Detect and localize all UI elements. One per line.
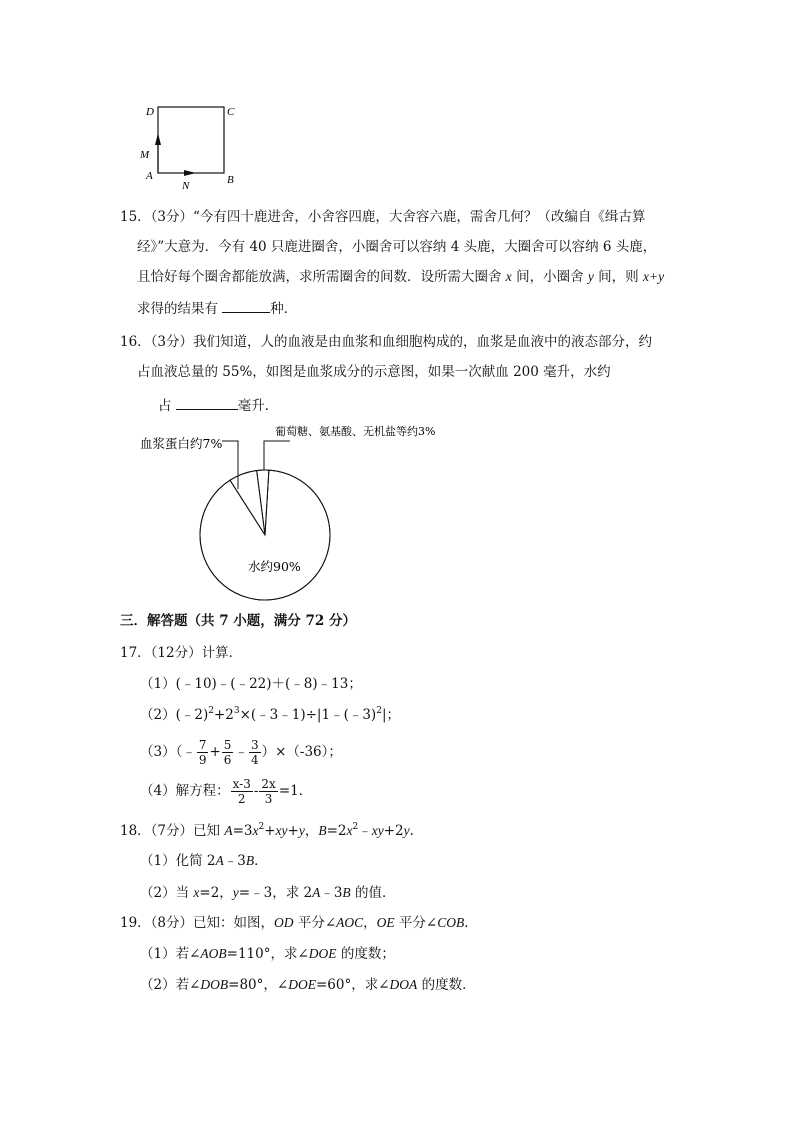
fraction-5-6: $\frac{5}{6}$: [223, 738, 232, 767]
q17-part3: （3）（﹣ $\frac{7}{9}$ + $\frac{5}{6}$ ﹣ $\frac{3}{4}$ ）×（-36）；: [140, 738, 342, 767]
label-n: N: [182, 180, 190, 192]
fraction-7-9: $\frac{7}{9}$: [198, 738, 207, 767]
arrow-right-icon: [184, 170, 196, 176]
label-d: D: [146, 106, 154, 118]
q17-part4: （4）解方程： $\frac{x-3}{2}$ - $\frac{2x}{3}$ =1．: [140, 777, 313, 806]
q17-part2: $(2)(﹣2)^2+2^3\times(﹣3﹣1)\div|1﹣(﹣3)^2|$；: [140, 706, 400, 723]
fraction-3-4: $\frac{3}{4}$: [250, 738, 259, 767]
answer-blank-15: [222, 298, 270, 313]
leader-line-glucose: [264, 441, 290, 470]
square-diagram: [130, 95, 250, 195]
arrow-up-icon: [155, 133, 161, 145]
pie-label-water: 水约90%: [248, 559, 301, 574]
section3-title: 三．解答题（共 7 小题，满分 72 分）: [120, 613, 356, 629]
q16-line1: 16．（3分）我们知道，人的血液是由血浆和血细胞构成的，血浆是血液中的液态部分，约: [120, 334, 653, 350]
fraction-x-3-over-2: $\frac{x-3}{2}$: [232, 777, 251, 806]
q19-part2: （2）若∠DOB=80°，∠DOE=60°，求∠DOA 的度数．: [140, 977, 476, 993]
q16-line3: 占 毫升．: [158, 395, 278, 415]
label-a: A: [146, 170, 153, 182]
q19-head: 19．（8分）已知：如图，OD 平分∠AOC，OE 平分∠COB．: [120, 915, 478, 931]
pie-label-protein: 血浆蛋白约7%: [140, 436, 223, 451]
answer-blank-16: [176, 395, 238, 410]
label-b: B: [227, 174, 234, 186]
label-c: C: [227, 106, 235, 118]
q15-line4: 求得的结果有 种．: [137, 298, 297, 318]
q15-line3: 且恰好每个圈舍都能放满，求所需圈舍的间数．设所需大圈舍 x 间，小圈舍 y 间，则 x+y: [137, 269, 665, 285]
q18-part2: （2）当 x=2，y=﹣3，求 2A﹣3B 的值．: [140, 885, 396, 901]
square-outline: [158, 107, 224, 173]
q17-part1: （1）(﹣10)﹣(﹣22)＋(﹣8)﹣13；: [140, 676, 362, 692]
plasma-pie-chart: [130, 418, 530, 603]
q16-line2: 占血液总量的 55%，如图是血浆成分的示意图，如果一次献血 200 毫升，水约: [137, 364, 611, 380]
q19-part1: （1）若∠AOB=110°，求∠DOE 的度数；: [140, 946, 395, 962]
pie-label-glucose: 葡萄糖、氨基酸、无机盐等约3%: [275, 425, 436, 438]
q17-head: 17．（12分）计算．: [120, 645, 243, 661]
label-m: M: [140, 149, 150, 161]
q18-part1: （1）化简 2A﹣3B．: [140, 853, 268, 869]
q15-line2: 经》”大意为．今有 40 只鹿进圈舍，小圈舍可以容纳 4 头鹿，大圈舍可以容纳 6 头鹿，: [137, 239, 657, 255]
q18-head: 18．（7分）已知 $A=3x^2+xy+y$，$B=2x^2﹣xy+2y$．: [120, 822, 424, 839]
fraction-2x-over-3: $\frac{2x}{3}$: [261, 777, 276, 806]
q15-line1: 15．（3分）“今有四十鹿进舍，小舍容四鹿，大舍容六鹿，需舍几何？（改编自《缉古算: [120, 209, 646, 225]
